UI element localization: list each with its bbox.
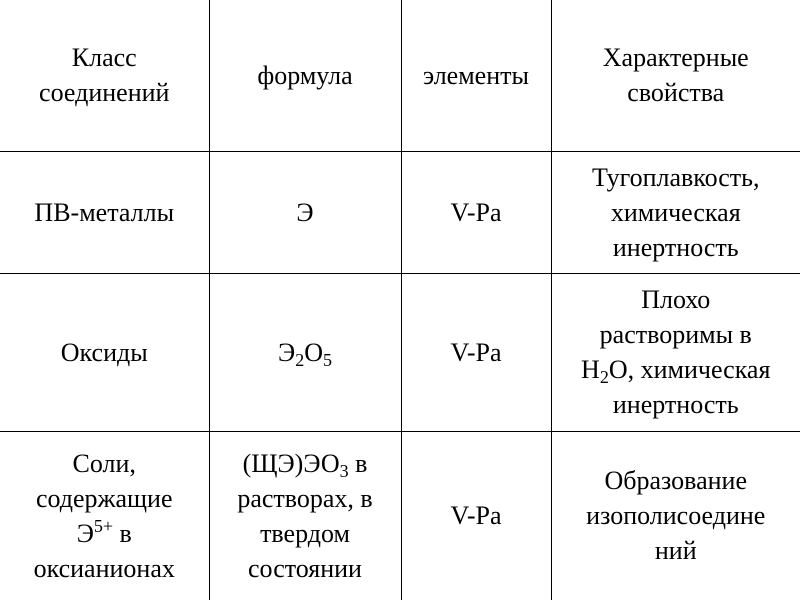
row3-formula-line-2: растворах, в	[237, 483, 373, 513]
table-row	[0, 151, 800, 273]
row1-class-cell	[0, 151, 209, 273]
row3-class-line-2: содержащие	[35, 483, 173, 513]
row1-formula: Э	[296, 197, 314, 227]
row2-class: Оксиды	[60, 337, 148, 367]
formula-subscript: 3	[339, 460, 349, 481]
row3-properties-cell	[551, 431, 800, 600]
row1-class: ПВ-металлы	[34, 197, 175, 227]
header-formula: формула	[257, 60, 353, 90]
row3-formula-line-1	[212, 446, 399, 481]
formula-subscript: 2	[295, 349, 305, 370]
row1-formula-cell	[209, 151, 401, 273]
formula-part: O	[304, 337, 323, 367]
text-part: O, химическая	[608, 355, 771, 384]
row1-properties-line-1: Тугоплавкость,	[591, 162, 760, 192]
row1-elements: V-Pa	[450, 197, 502, 227]
row2-formula	[212, 335, 399, 370]
formula-part: (ЩЭ)ЭО	[242, 448, 340, 478]
header-row	[0, 0, 800, 151]
row3-class-cell	[0, 431, 209, 600]
row2-class-cell	[0, 273, 209, 431]
row3-elements: V-Pa	[450, 501, 502, 531]
row2-properties-line-4: инертность	[612, 390, 739, 419]
row2-properties-line-3	[554, 352, 799, 387]
row3-class-line-1: Соли,	[72, 448, 136, 478]
header-formula-cell	[209, 0, 401, 151]
header-class-line-1: Класс	[71, 43, 137, 73]
text-part: Э	[76, 518, 94, 548]
table-row	[0, 273, 800, 431]
row3-formula-line-3: твердом	[260, 518, 350, 548]
header-elements: элементы	[423, 60, 529, 90]
row3-properties-line-1: Образование	[604, 466, 747, 496]
row1-properties-cell	[551, 151, 800, 273]
row3-formula-line-4: состоянии	[248, 553, 362, 583]
text-part: H	[581, 355, 600, 384]
row2-properties-line-2: растворимы в	[599, 320, 752, 349]
row2-properties-cell	[551, 273, 800, 431]
row1-elements-cell	[401, 151, 551, 273]
row3-class-line-4: оксианионах	[33, 553, 175, 583]
formula-subscript: 5	[322, 349, 332, 370]
header-properties-line-1: Характерные	[602, 43, 749, 73]
row1-properties-line-3: инертность	[612, 232, 739, 262]
row2-formula-cell	[209, 273, 401, 431]
row3-class-line-3	[2, 516, 207, 551]
text-superscript: 5+	[93, 515, 114, 536]
header-class-line-2: соединений	[39, 78, 170, 108]
row2-elements-cell	[401, 273, 551, 431]
row2-elements: V-Pa	[450, 337, 502, 367]
row1-properties-line-2: химическая	[610, 197, 741, 227]
header-class-cell	[0, 0, 209, 151]
header-properties-cell	[551, 0, 800, 151]
row3-properties-line-2: изополисоедине	[586, 501, 766, 531]
header-properties-line-2: свойства	[627, 78, 725, 108]
row3-properties-line-3: ний	[654, 536, 697, 566]
text-part: в	[113, 518, 132, 548]
header-elements-cell	[401, 0, 551, 151]
row3-formula-cell	[209, 431, 401, 600]
row3-elements-cell	[401, 431, 551, 600]
formula-part: в	[348, 448, 368, 478]
text-subscript: 2	[599, 367, 609, 387]
row2-properties-line-1: Плохо	[641, 285, 711, 314]
formula-part: Э	[278, 337, 296, 367]
table-row	[0, 431, 800, 600]
